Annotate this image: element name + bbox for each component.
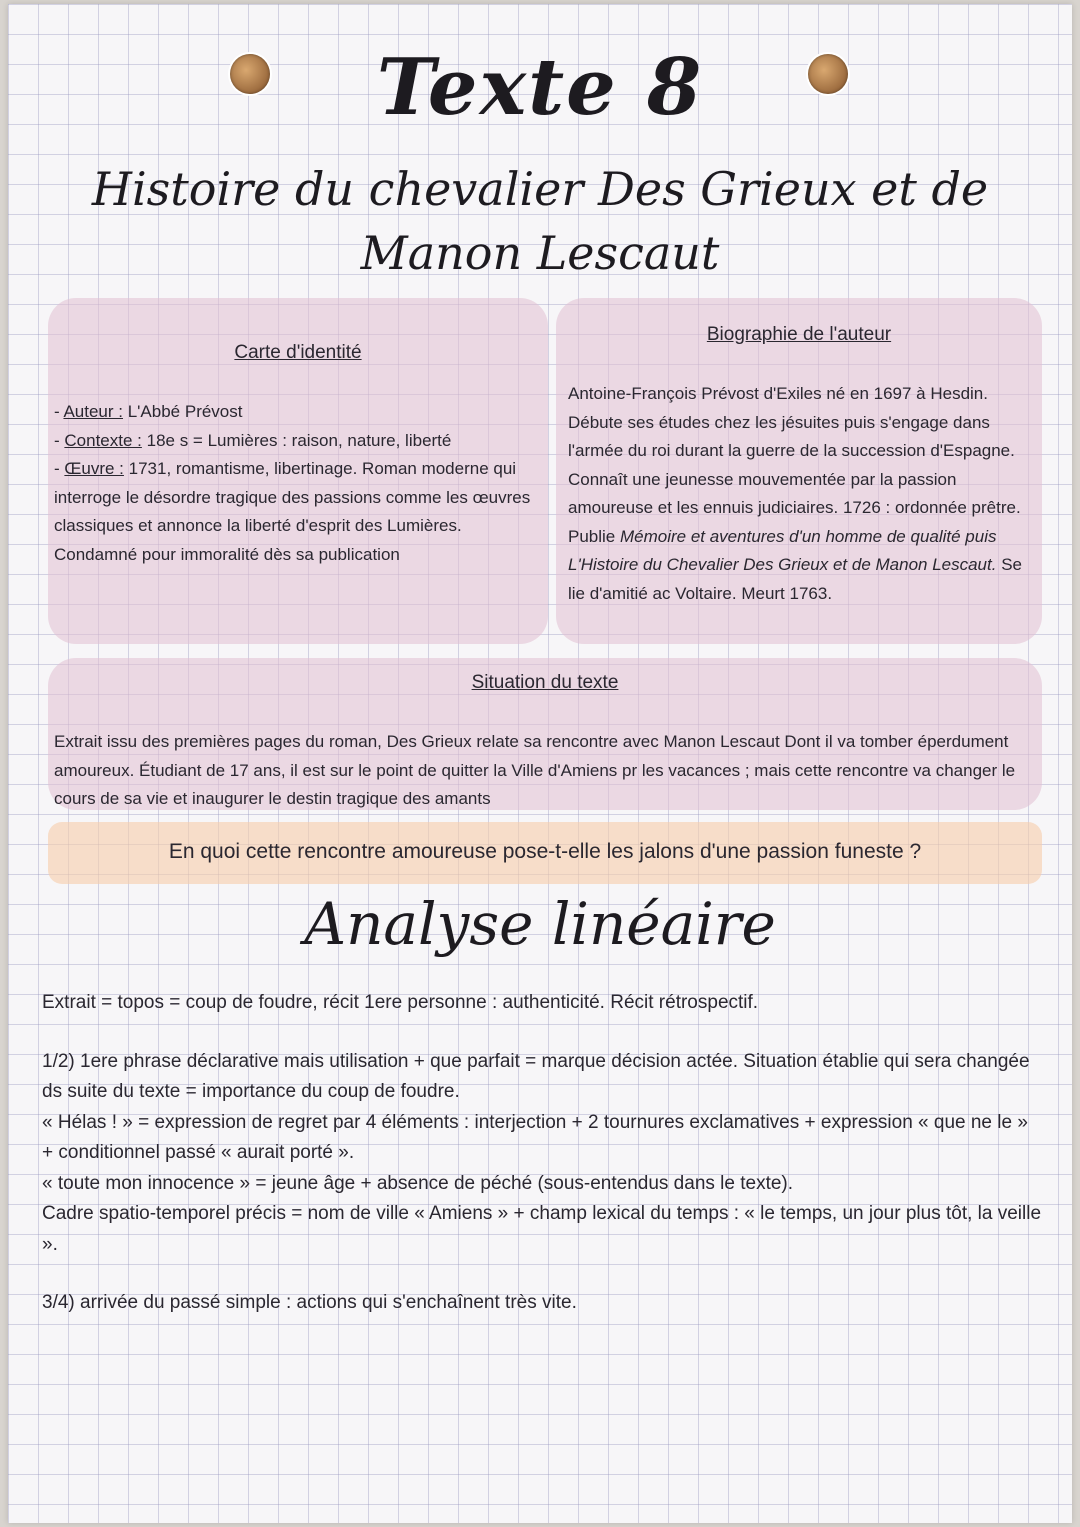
biography-card-title: Biographie de l'auteur (706, 324, 892, 345)
biography-card-body (568, 380, 1030, 608)
analysis-heading: Analyse linéaire (304, 890, 776, 958)
problem-question: En quoi cette rencontre amoureuse pose-t-elle les jalons d'une passion funeste ? (168, 840, 922, 863)
page-title: Texte 8 (376, 42, 704, 133)
biography-text-1: Antoine-François Prévost d'Exiles né en 1697 à Hesdin. Débute ses études chez les jésuites puis s'engage dans l'armée du roi durant la guerre de la succession d'Espagne. Connaît une jeunesse mouvementée par la passion amoureuse et les ennuis judiciaires. 1726 : ordonnée prêtre. Publie (568, 384, 1021, 546)
context-value: 18e s = Lumières : raison, nature, liberté (141, 430, 452, 450)
analysis-paragraph-5: 3/4) arrivée du passé simple : actions qui s'enchaînent très vite. (42, 1292, 577, 1313)
identity-author-line: - Auteur : L'Abbé Prévost (54, 402, 243, 421)
work-title-line2: Manon Lescaut (360, 226, 720, 280)
analysis-paragraph-2: « Hélas ! » = expression de regret par 4 éléments : interjection + 2 tournures exclamatives + expression « que ne le » + conditionnel passé « aurait porté ». (42, 1111, 1028, 1163)
situation-card-title: Situation du texte (471, 672, 619, 693)
problem-question-box (48, 822, 1042, 884)
analysis-paragraph-4: Cadre spatio-temporel précis = nom de ville « Amiens » + champ lexical du temps : « le temps, un jour plus tôt, la veille ». (42, 1203, 1042, 1255)
identity-context-line: - Contexte : 18e s = Lumières : raison, nature, liberté (54, 430, 452, 450)
identity-card-body (54, 398, 538, 569)
biography-card (556, 298, 1042, 644)
analysis-body (42, 988, 1042, 1319)
biography-text-2: Se lie d'amitié ac Voltaire. Meurt 1763. (568, 555, 1022, 603)
biography-works-italic: Mémoire et aventures d'un homme de qualité puis L'Histoire du Chevalier Des Grieux et de Manon Lescaut. (568, 526, 997, 574)
analysis-paragraph-1: 1/2) 1ere phrase déclarative mais utilisation + que parfait = marque décision actée. Situation établie qui sera changée ds suite du texte = importance du coup de foudre. (42, 1050, 1030, 1102)
author-value: L'Abbé Prévost (123, 402, 243, 421)
analysis-intro: Extrait = topos = coup de foudre, récit 1ere personne : authenticité. Récit rétrospectif. (42, 992, 759, 1013)
note-sheet (8, 4, 1072, 1523)
author-label: Auteur : (63, 402, 123, 421)
identity-card-title: Carte d'identité (234, 342, 362, 363)
work-title-line1: Histoire du chevalier Des Grieux et de (91, 162, 989, 216)
work-label: Œuvre : (64, 459, 124, 478)
situation-card (48, 658, 1042, 810)
situation-card-body: Extrait issu des premières pages du roman, Des Grieux relate sa rencontre avec Manon Lescaut Dont il va tomber éperdument amoureux. Étudiant de 17 ans, il est sur le point de quitter la Ville d'Amiens pr les vacances ; mais cette rencontre va changer le cours de sa vie et inaugurer le destin tragique des amants (54, 732, 1016, 808)
context-label: Contexte : (64, 430, 142, 450)
analysis-paragraph-3: « toute mon innocence » = jeune âge + absence de péché (sous-entendus dans le texte). (42, 1172, 794, 1194)
identity-work-line: - Œuvre : 1731, romantisme, libertinage. Roman moderne qui interroge le désordre tragique des passions comme les œuvres classiques et annonce la liberté d'esprit des Lumières. Condamné pour immoralité dès sa publication (54, 459, 531, 564)
work-value: 1731, romantisme, libertinage. Roman moderne qui interroge le désordre tragique des passions comme les œuvres classiques et annonce la liberté d'esprit des Lumières. Condamné pour immoralité dès sa publication (54, 459, 531, 564)
identity-card (48, 298, 548, 644)
